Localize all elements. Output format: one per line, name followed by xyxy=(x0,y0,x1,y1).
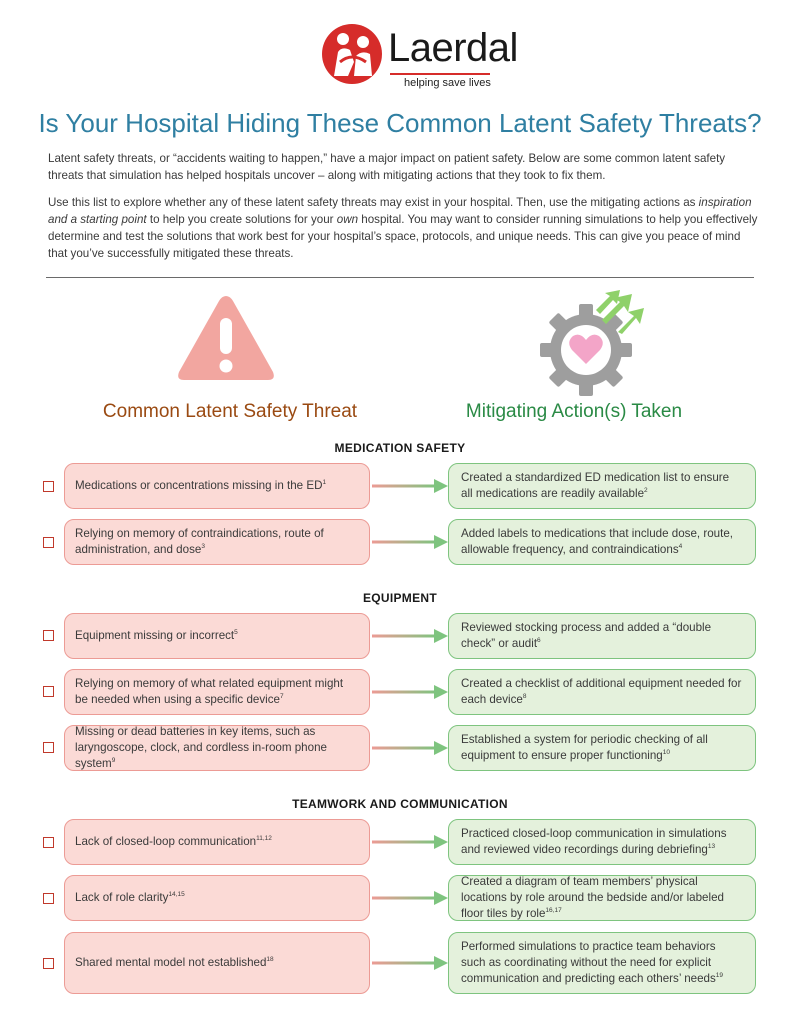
action-label: Performed simulations to practice team behaviors such as coordinating without the need for explicit communication and predicting each others’ needs xyxy=(461,940,716,985)
checkbox-medications-missing[interactable] xyxy=(43,481,54,492)
action-text xyxy=(461,526,743,558)
action-label: Created a standardized ED medication list to ensure all medications are readily available xyxy=(461,471,730,500)
checkbox-dead-batteries[interactable] xyxy=(43,742,54,753)
action-box xyxy=(448,463,756,509)
threat-label: Equipment missing or incorrect xyxy=(75,629,235,642)
action-label: Reviewed stocking process and added a “double check” or audit xyxy=(461,621,712,650)
action-label: Practiced closed-loop communication in simulations and reviewed video recordings during debriefing xyxy=(461,827,727,856)
threat-box xyxy=(64,725,370,771)
checkbox-role-clarity[interactable] xyxy=(43,893,54,904)
threat-label: Relying on memory of what related equipment might be needed when using a specific device xyxy=(75,677,344,706)
threat-text xyxy=(75,478,326,494)
threat-label: Shared mental model not established xyxy=(75,956,267,969)
action-ref: 8 xyxy=(522,693,527,701)
section-title-medication: MEDICATION SAFETY xyxy=(334,441,466,455)
threat-ref: 14,15 xyxy=(168,891,185,899)
threat-ref: 3 xyxy=(201,543,205,551)
threat-label: Lack of closed-loop communication xyxy=(75,835,257,848)
threat-ref: 11,12 xyxy=(256,835,272,843)
threat-text xyxy=(75,890,185,906)
action-ref: 10 xyxy=(662,749,670,757)
arrow-right-icon xyxy=(372,891,448,905)
checkbox-closed-loop[interactable] xyxy=(43,837,54,848)
checkbox-equipment-missing[interactable] xyxy=(43,630,54,641)
action-box xyxy=(448,932,756,994)
action-box xyxy=(448,519,756,565)
intro-text-a: Use this list to explore whether any of these latent safety threats may exist in your hospital. Then, use the mitigating actions as xyxy=(48,196,699,209)
gear-heart-icon xyxy=(540,290,646,396)
threat-label: Medications or concentrations missing in the ED xyxy=(75,479,323,492)
action-text xyxy=(461,470,743,502)
threat-text xyxy=(75,724,359,772)
threat-ref: 18 xyxy=(266,956,274,964)
arrow-right-icon xyxy=(372,741,448,755)
threat-label: Missing or dead batteries in key items, such as laryngoscope, clock, and cordless in-room phone system xyxy=(75,725,327,770)
threat-ref: 5 xyxy=(234,629,238,637)
threat-ref: 7 xyxy=(279,693,284,701)
page-title: Is Your Hospital Hiding These Common Latent Safety Threats? xyxy=(38,108,762,138)
threat-box xyxy=(64,932,370,994)
warning-icon xyxy=(175,292,277,384)
intro-text-e: hospital. You may want to consider running simulations to help you effectively determine and test the solutions that work best for your hospital’s space, protocols, and unique needs. This can give you peace of mind that you’ve successfully mitigated these threats. xyxy=(48,213,758,260)
action-label: Created a diagram of team members’ physical locations by role around the bedside and/or labeled floor tiles by role xyxy=(461,875,724,920)
checkbox-shared-mental-model[interactable] xyxy=(43,958,54,969)
arrow-right-icon xyxy=(372,479,448,493)
action-ref: 19 xyxy=(715,972,724,980)
checkbox-relying-memory-equipment[interactable] xyxy=(43,686,54,697)
logo-tagline: helping save lives xyxy=(404,77,491,89)
action-box xyxy=(448,613,756,659)
action-box xyxy=(448,875,756,921)
action-text xyxy=(461,826,743,858)
threat-column-heading: Common Latent Safety Threat xyxy=(102,401,358,422)
action-ref: 4 xyxy=(678,543,683,551)
section-title-teamwork: TEAMWORK AND COMMUNICATION xyxy=(292,797,508,811)
action-ref: 13 xyxy=(707,843,716,851)
logo-brand: Laerdal xyxy=(388,26,518,70)
threat-text xyxy=(75,834,272,850)
threat-box xyxy=(64,819,370,865)
arrow-right-icon xyxy=(372,956,448,970)
laerdal-logo xyxy=(318,18,518,90)
section-title-equipment: EQUIPMENT xyxy=(362,591,438,605)
threat-text xyxy=(75,628,238,644)
threat-box xyxy=(64,519,370,565)
intro-paragraph-1: Latent safety threats, or “accidents waiting to happen,” have a major impact on patient safety. Below are some common latent safety threats that simulation has helped hospitals uncover – along with mitigating actions that they took to fix them. xyxy=(48,152,726,182)
arrow-right-icon xyxy=(372,629,448,643)
threat-box xyxy=(64,875,370,921)
action-label: Added labels to medications that include dose, route, allowable frequency, and contraindications xyxy=(461,527,733,556)
checkbox-relying-memory-contraindications[interactable] xyxy=(43,537,54,548)
threat-ref: 1 xyxy=(322,479,327,487)
arrow-right-icon xyxy=(372,835,448,849)
action-ref: 16,17 xyxy=(545,907,562,915)
action-text xyxy=(461,874,743,922)
action-text xyxy=(461,939,743,987)
action-label: Established a system for periodic checking of all equipment to ensure proper functioning xyxy=(461,733,708,762)
threat-box xyxy=(64,613,370,659)
arrow-right-icon xyxy=(372,685,448,699)
threat-box xyxy=(64,463,370,509)
intro-paragraph-2 xyxy=(48,194,760,262)
intro-emphasis-inspiration: inspiration and a starting point xyxy=(48,196,752,226)
laerdal-emblem-icon xyxy=(320,22,384,86)
divider xyxy=(46,277,754,278)
threat-text xyxy=(75,955,274,971)
action-box xyxy=(448,669,756,715)
intro-text-c: to help you create solutions for your xyxy=(146,213,337,226)
logo-underline xyxy=(390,73,490,75)
action-box xyxy=(448,725,756,771)
threat-label: Relying on memory of contraindications, route of administration, and dose xyxy=(75,527,324,556)
threat-label: Lack of role clarity xyxy=(75,891,169,904)
action-label: Created a checklist of additional equipment needed for each device xyxy=(461,677,742,706)
intro-emphasis-own: own xyxy=(336,213,359,226)
action-text xyxy=(461,676,743,708)
action-text xyxy=(461,732,743,764)
action-ref: 2 xyxy=(644,487,648,495)
action-ref: 6 xyxy=(537,637,541,645)
threat-text xyxy=(75,676,359,708)
threat-box xyxy=(64,669,370,715)
action-column-heading: Mitigating Action(s) Taken xyxy=(465,401,683,422)
action-text xyxy=(461,620,743,652)
threat-text xyxy=(75,526,359,558)
threat-ref: 9 xyxy=(111,757,116,765)
action-box xyxy=(448,819,756,865)
arrow-right-icon xyxy=(372,535,448,549)
